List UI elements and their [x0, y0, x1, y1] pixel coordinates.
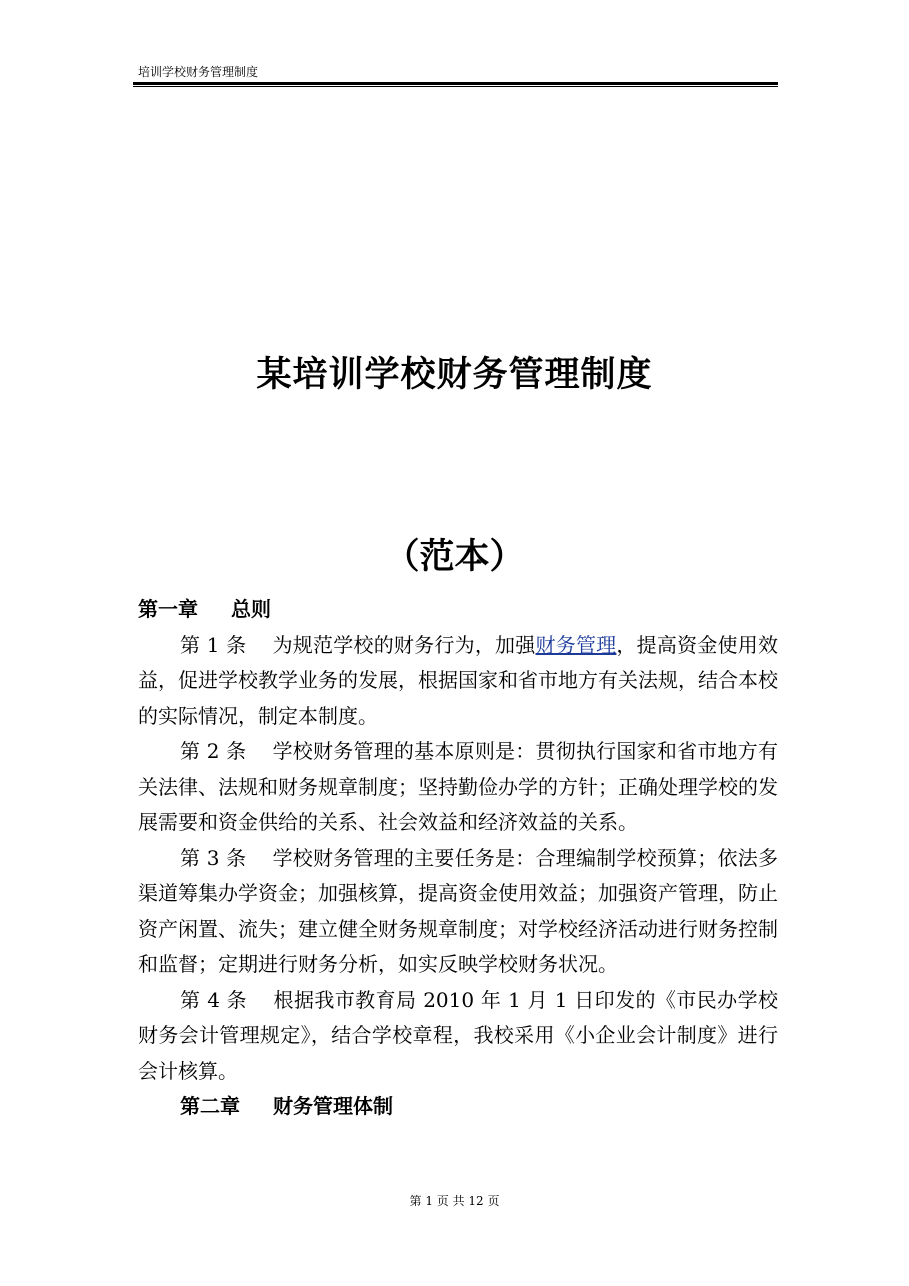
article-3: [138, 841, 778, 983]
article-text: 为规范学校的财务行为，加强: [272, 632, 536, 657]
article-2: [138, 734, 778, 841]
article-text-cont: ，提高资金使用效益，促进学校教学业务的发展，根据国家和省市地方有关法规，结合本校的实际情况，制定本制度。: [138, 632, 779, 728]
article-label: 第 4 条: [180, 987, 248, 1012]
header-rule: [133, 82, 778, 85]
chapter-name: 总则: [231, 597, 271, 621]
article-text: 根据我市教育局 2010 年 1 月 1 日印发的《市民办学校财务会计管理规定》，结合学校章程，我校采用《小企业会计制度》进行会计核算。: [138, 987, 778, 1083]
article-label: 第 2 条: [180, 739, 247, 763]
article-label: 第 1 条: [180, 632, 247, 657]
header-rule-thin: [133, 86, 778, 87]
article-1: [138, 628, 778, 735]
article-4: [138, 983, 778, 1090]
chapter-number: 第二章: [180, 1094, 240, 1118]
document-subtitle: （范本）: [384, 536, 525, 577]
chapter-name: 财务管理体制: [273, 1094, 393, 1118]
document-title: 某培训学校财务管理制度: [256, 354, 653, 395]
chapter-heading-1: [138, 592, 778, 628]
article-text: 学校财务管理的主要任务是：合理编制学校预算；依法多渠道筹集办学资金；加强核算，提高资金使用效益；加强资产管理，防止资产闲置、流失；建立健全财务规章制度；对学校经济活动进行财务控制和监督；定期进行财务分析，如实反映学校财务状况。: [138, 845, 778, 976]
article-text: 学校财务管理的基本原则是：贯彻执行国家和省市地方有关法律、法规和财务规章制度；坚持勤俭办学的方针；正确处理学校的发展需要和资金供给的关系、社会效益和经济效益的关系。: [138, 739, 778, 834]
page-footer: 第 1 页 共 12 页: [409, 1194, 500, 1208]
finance-management-link[interactable]: 财务管理: [535, 632, 617, 657]
article-label: 第 3 条: [180, 845, 247, 870]
chapter-heading-2: [138, 1089, 778, 1125]
document-body: [138, 592, 778, 1125]
chapter-number: 第一章: [138, 597, 198, 621]
running-header: 培训学校财务管理制度: [138, 65, 259, 79]
